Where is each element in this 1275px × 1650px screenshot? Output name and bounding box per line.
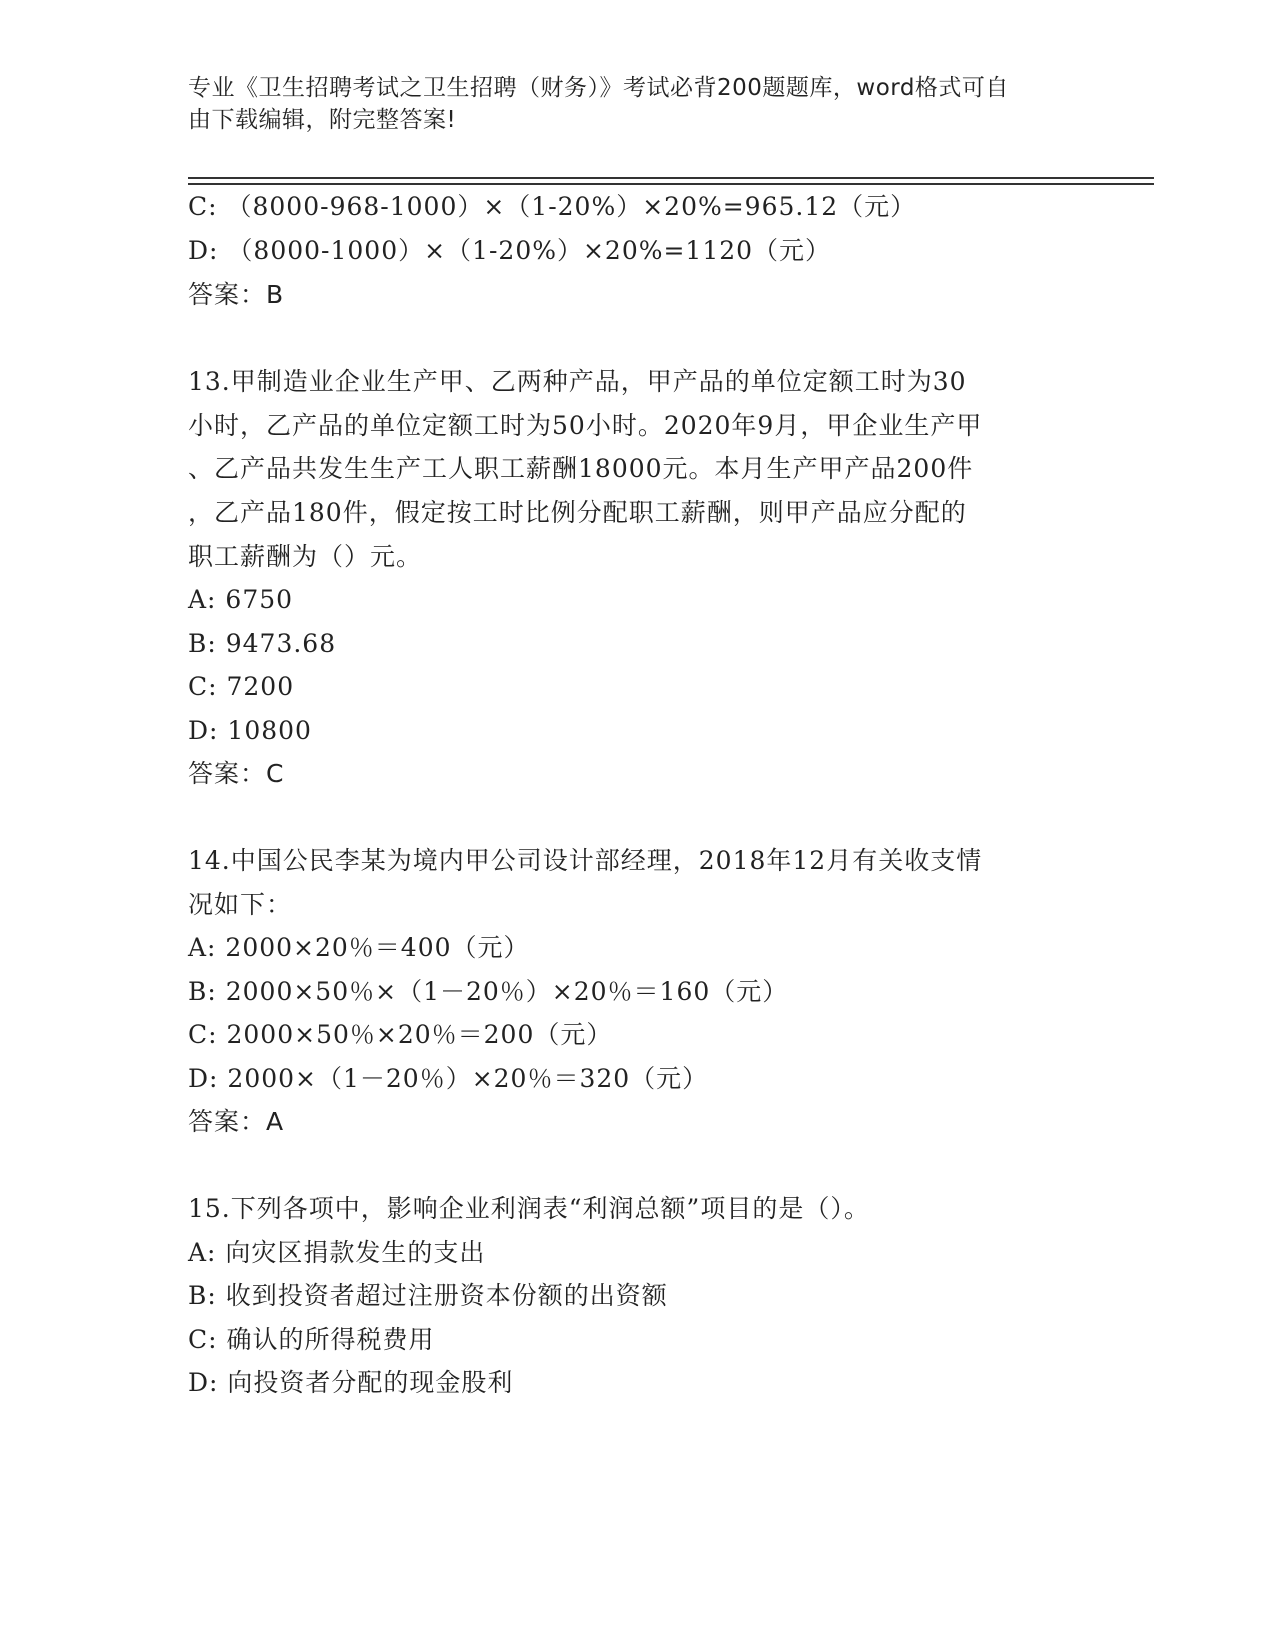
- q14-option-a: A: 2000×20％＝400（元）: [188, 933, 530, 962]
- q13-option-c: C: 7200: [188, 672, 295, 701]
- q15-option-b: B: 收到投资者超过注册资本份额的出资额: [188, 1281, 668, 1310]
- header-line-1: 专业《卫生招聘考试之卫生招聘（财务）》考试必背200题题库，word格式可自: [188, 75, 1009, 101]
- q13-text-line-5: 职工薪酬为（）元。: [188, 542, 423, 571]
- q13-text-line-4: ，乙产品180件，假定按工时比例分配职工薪酬，则甲产品应分配的: [188, 498, 967, 527]
- q14-option-d: D: 2000×（1－20％）×20％＝320（元）: [188, 1064, 709, 1093]
- q15-option-d: D: 向投资者分配的现金股利: [188, 1368, 514, 1397]
- q14-answer: 答案：A: [188, 1107, 285, 1136]
- q13-text-line-3: 、乙产品共发生生产工人职工薪酬18000元。本月生产甲产品200件: [188, 454, 974, 483]
- header-divider-top: [188, 177, 1154, 179]
- header-divider-bottom: [188, 183, 1154, 185]
- q13-text-line-2: 小时，乙产品的单位定额工时为50小时。2020年9月，甲企业生产甲: [188, 411, 983, 440]
- q14-text-line-1: 14.中国公民李某为境内甲公司设计部经理，2018年12月有关收支情: [188, 846, 983, 875]
- q12-option-d: D: （8000-1000）×（1-20%）×20%=1120（元）: [188, 236, 832, 265]
- q12-answer: 答案：B: [188, 280, 285, 309]
- q15-option-c: C: 确认的所得税费用: [188, 1325, 435, 1354]
- q13-option-a: A: 6750: [188, 585, 294, 614]
- q15-text-line-1: 15.下列各项中，影响企业利润表“利润总额”项目的是（）。: [188, 1194, 870, 1223]
- q12-option-c: C: （8000-968-1000）×（1-20%）×20%=965.12（元）: [188, 192, 917, 221]
- q14-text-line-2: 况如下：: [188, 890, 293, 919]
- q13-option-b: B: 9473.68: [188, 629, 337, 658]
- q13-text-line-1: 13.甲制造业企业生产甲、乙两种产品，甲产品的单位定额工时为30: [188, 367, 967, 396]
- header-line-2: 由下载编辑，附完整答案!: [188, 107, 457, 133]
- q15-option-a: A: 向灾区捐款发生的支出: [188, 1238, 486, 1267]
- q14-option-b: B: 2000×50％×（1－20％）×20％＝160（元）: [188, 977, 789, 1006]
- document-header: [188, 72, 1068, 136]
- q14-option-c: C: 2000×50％×20％＝200（元）: [188, 1020, 613, 1049]
- q13-option-d: D: 10800: [188, 716, 312, 745]
- q13-answer: 答案：C: [188, 759, 285, 788]
